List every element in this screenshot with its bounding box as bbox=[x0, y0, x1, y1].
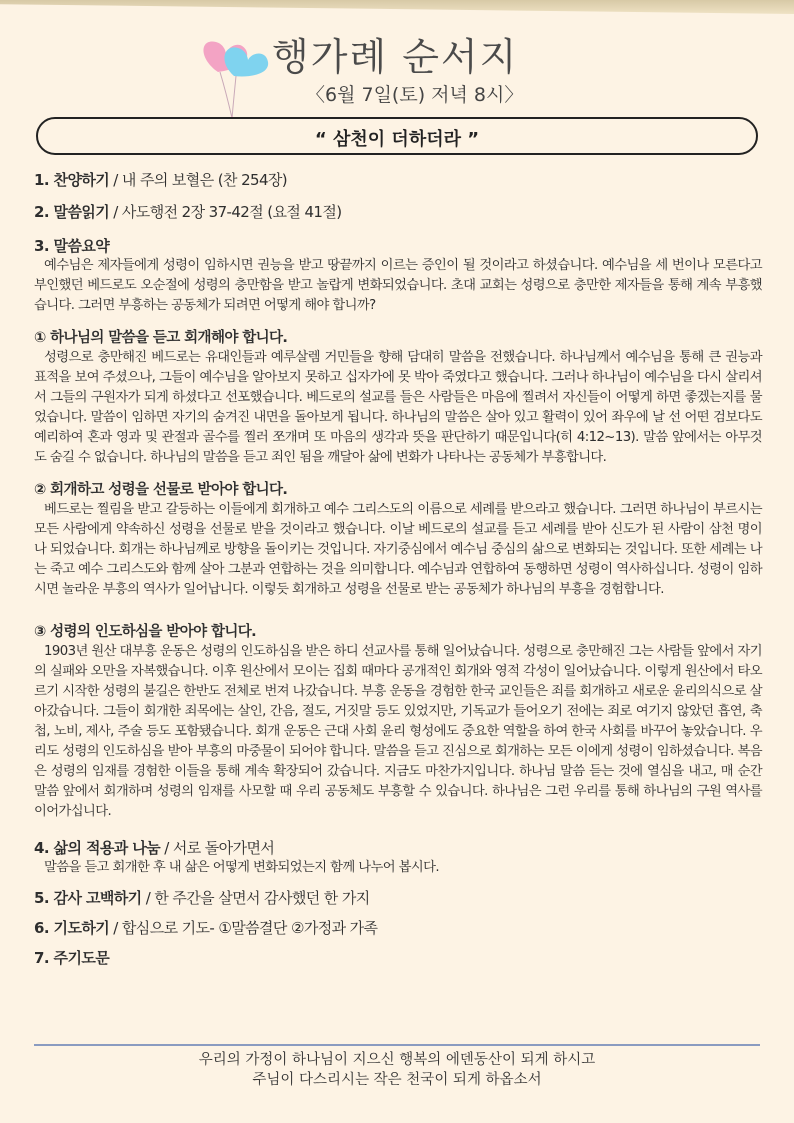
order-of-service bbox=[34, 170, 762, 968]
item-text: / 사도행전 2장 37-42절 (요절 41절) bbox=[109, 203, 342, 221]
item-label: 5. 감사 고백하기 bbox=[34, 889, 142, 907]
point-heading: ② 회개하고 성령을 선물로 받아야 합니다. bbox=[34, 482, 288, 498]
item-text: / 합심으로 기도- ①말씀결단 ②가정과 가족 bbox=[109, 919, 378, 937]
apply-body: 말씀을 듣고 회개한 후 내 삶은 어떻게 변화되었는지 함께 나누어 봅시다. bbox=[44, 860, 439, 875]
closing-prayer bbox=[0, 1050, 794, 1090]
apply-text: / 서로 돌아가면서 bbox=[160, 839, 275, 857]
point-3 bbox=[34, 622, 762, 822]
item-lords-prayer bbox=[34, 948, 762, 968]
prayer-line: 주님이 다스리시는 작은 천국이 되게 하옵소서 bbox=[252, 1072, 542, 1088]
point-body: 1903년 원산 대부흥 운동은 성령의 인도하심을 받은 하디 선교사를 통해 일어났습니다. 성령으로 충만해진 그는 사람들 앞에서 자기의 실패와 오만을 자복했습니다. 이후 원산에서 모이는 집회 때마다 공개적인 회개와 영적 각성이 일어났습니다. 이렇게 원산에서 타오르기 시작한 성령의 불길은 한반도 전체로 번져 나갔습니다. 부흥 운동을 경험한 한국 교인들은 죄를 회개하고 새로운 윤리의식으로 살아갔습니다. 그들이 회개한 죄목에는 살인, 간음, 절도, 거짓말 등도 있었지만, 기독교가 들어오기 전에는 죄로 여기지 않았던 흡연, 축첩, 노비, 제사, 주술 등도 포함됐습니다. 회개 운동은 근대 사회 윤리 형성에도 중요한 역할을 하여 한국 사회를 바꾸어 놓았습니다. 우리도 성령의 인도하심을 받아 부흥의 마중물이 되어야 합니다. 말씀을 듣고 진심으로 회개하는 모든 이에게 성령이 임하셨습니다. 복음은 성령의 임재를 경험한 이들을 통해 계속 확장되어 갔습니다. 지금도 마찬가지입니다. 하나님 말씀 듣는 것에 열심을 내고, 매 순간 말씀 앞에서 회개하며 성령의 임재를 사모할 때 우리 공동체도 부흥할 수 있습니다. 하나님은 그런 우리를 통해 하나님의 구원 역사를 이어가십니다. bbox=[34, 644, 762, 819]
item-text: / 한 주간을 살면서 감사했던 한 가지 bbox=[141, 889, 370, 907]
point-body: 성령으로 충만해진 베드로는 유대인들과 예루살렘 거민들을 향해 담대히 말씀을 전했습니다. 하나님께서 예수님을 통해 큰 권능과 표적을 보여 주셨으나, 그들이 예수님을 알아보지 못하고 십자가에 못 박아 죽였다고 했습니다. 그러나 하나님이 예수님을 다시 살리셔서 그들의 구원자가 되게 하셨다고 선포했습니다. 베드로의 설교를 들은 사람들은 마음에 찔려서 자신들이 어떻게 하면 좋겠는지를 물었습니다. 말씀이 임하면 자기의 숨겨진 내면을 돌아보게 됩니다. 하나님의 말씀은 살아 있고 활력이 있어 좌우에 날 선 어떤 검보다도 예리하여 혼과 영과 및 관절과 골수를 찔러 쪼개며 또 마음의 생각과 뜻을 판단하기 때문입니다(히 4:12~13). 말씀 앞에서는 아무것도 숨길 수 없습니다. 하나님의 말씀을 듣고 죄인 됨을 깨달아 삶에 변화가 나타나는 공동체가 부흥합니다. bbox=[34, 350, 762, 465]
divider bbox=[34, 1044, 760, 1046]
item-label: 1. 찬양하기 bbox=[34, 171, 110, 189]
point-heading: ① 하나님의 말씀을 듣고 회개해야 합니다. bbox=[34, 330, 288, 346]
apply-label: 4. 삶의 적용과 나눔 bbox=[34, 839, 161, 857]
item-praise bbox=[34, 170, 762, 190]
header bbox=[0, 22, 794, 112]
item-label: 7. 주기도문 bbox=[34, 949, 110, 967]
item-label: 2. 말씀읽기 bbox=[34, 203, 110, 221]
event-date: 〈6월 7일(토) 저녁 8시〉 bbox=[306, 84, 524, 106]
sermon-theme-box bbox=[36, 117, 758, 155]
sermon-summary bbox=[34, 236, 762, 316]
item-text: / 내 주의 보혈은 (찬 254장) bbox=[109, 171, 288, 189]
item-reading bbox=[34, 202, 762, 222]
application-section bbox=[34, 838, 762, 878]
top-decorative-band bbox=[0, 0, 794, 14]
page-title: 행가례 순서지 bbox=[272, 35, 519, 79]
point-heading: ③ 성령의 인도하심을 받아야 합니다. bbox=[34, 624, 257, 640]
item-label: 6. 기도하기 bbox=[34, 919, 110, 937]
point-body: 베드로는 찔림을 받고 갈등하는 이들에게 회개하고 예수 그리스도의 이름으로 세례를 받으라고 했습니다. 그러면 하나님이 부르시는 모든 사람에게 약속하신 성령을 선물로 받을 것이라고 했습니다. 이날 베드로의 설교를 듣고 세례를 받아 신도가 된 사람이 삼천 명이나 되었습니다. 회개는 하나님께로 방향을 돌이키는 것입니다. 자기중심에서 예수님 중심의 삶으로 변화되는 것입니다. 또한 세례는 나는 죽고 예수 그리스도와 함께 살아 그분과 연합하는 것을 의미합니다. 예수님과 연합하여 동행하면 성령이 역사하십니다. 성령이 임하시면 놀라운 부흥의 역사가 일어납니다. 이렇듯 회개하고 성령을 선물로 받는 공동체가 하나님의 부흥을 경험합니다. bbox=[34, 502, 762, 597]
prayer-line: 우리의 가정이 하나님이 지으신 행복의 에덴동산이 되게 하시고 bbox=[198, 1052, 596, 1068]
summary-label: 3. 말씀요약 bbox=[34, 237, 110, 255]
sermon-theme: “ 삼천이 더하더라 ” bbox=[314, 129, 480, 150]
item-thanks bbox=[34, 888, 762, 908]
summary-body: 예수님은 제자들에게 성령이 임하시면 권능을 받고 땅끝까지 이르는 증인이 될 것이라고 하셨습니다. 예수님을 세 번이나 모른다고 부인했던 베드로도 오순절에 성령의 충만함을 받고 놀랍게 변화되었습니다. 초대 교회는 성령으로 충만한 제자들을 통해 계속 부흥했습니다. 그러면 부흥하는 공동체가 되려면 어떻게 해야 합니까? bbox=[34, 258, 763, 313]
point-2 bbox=[34, 480, 762, 600]
point-1 bbox=[34, 328, 762, 468]
item-prayer bbox=[34, 918, 762, 938]
